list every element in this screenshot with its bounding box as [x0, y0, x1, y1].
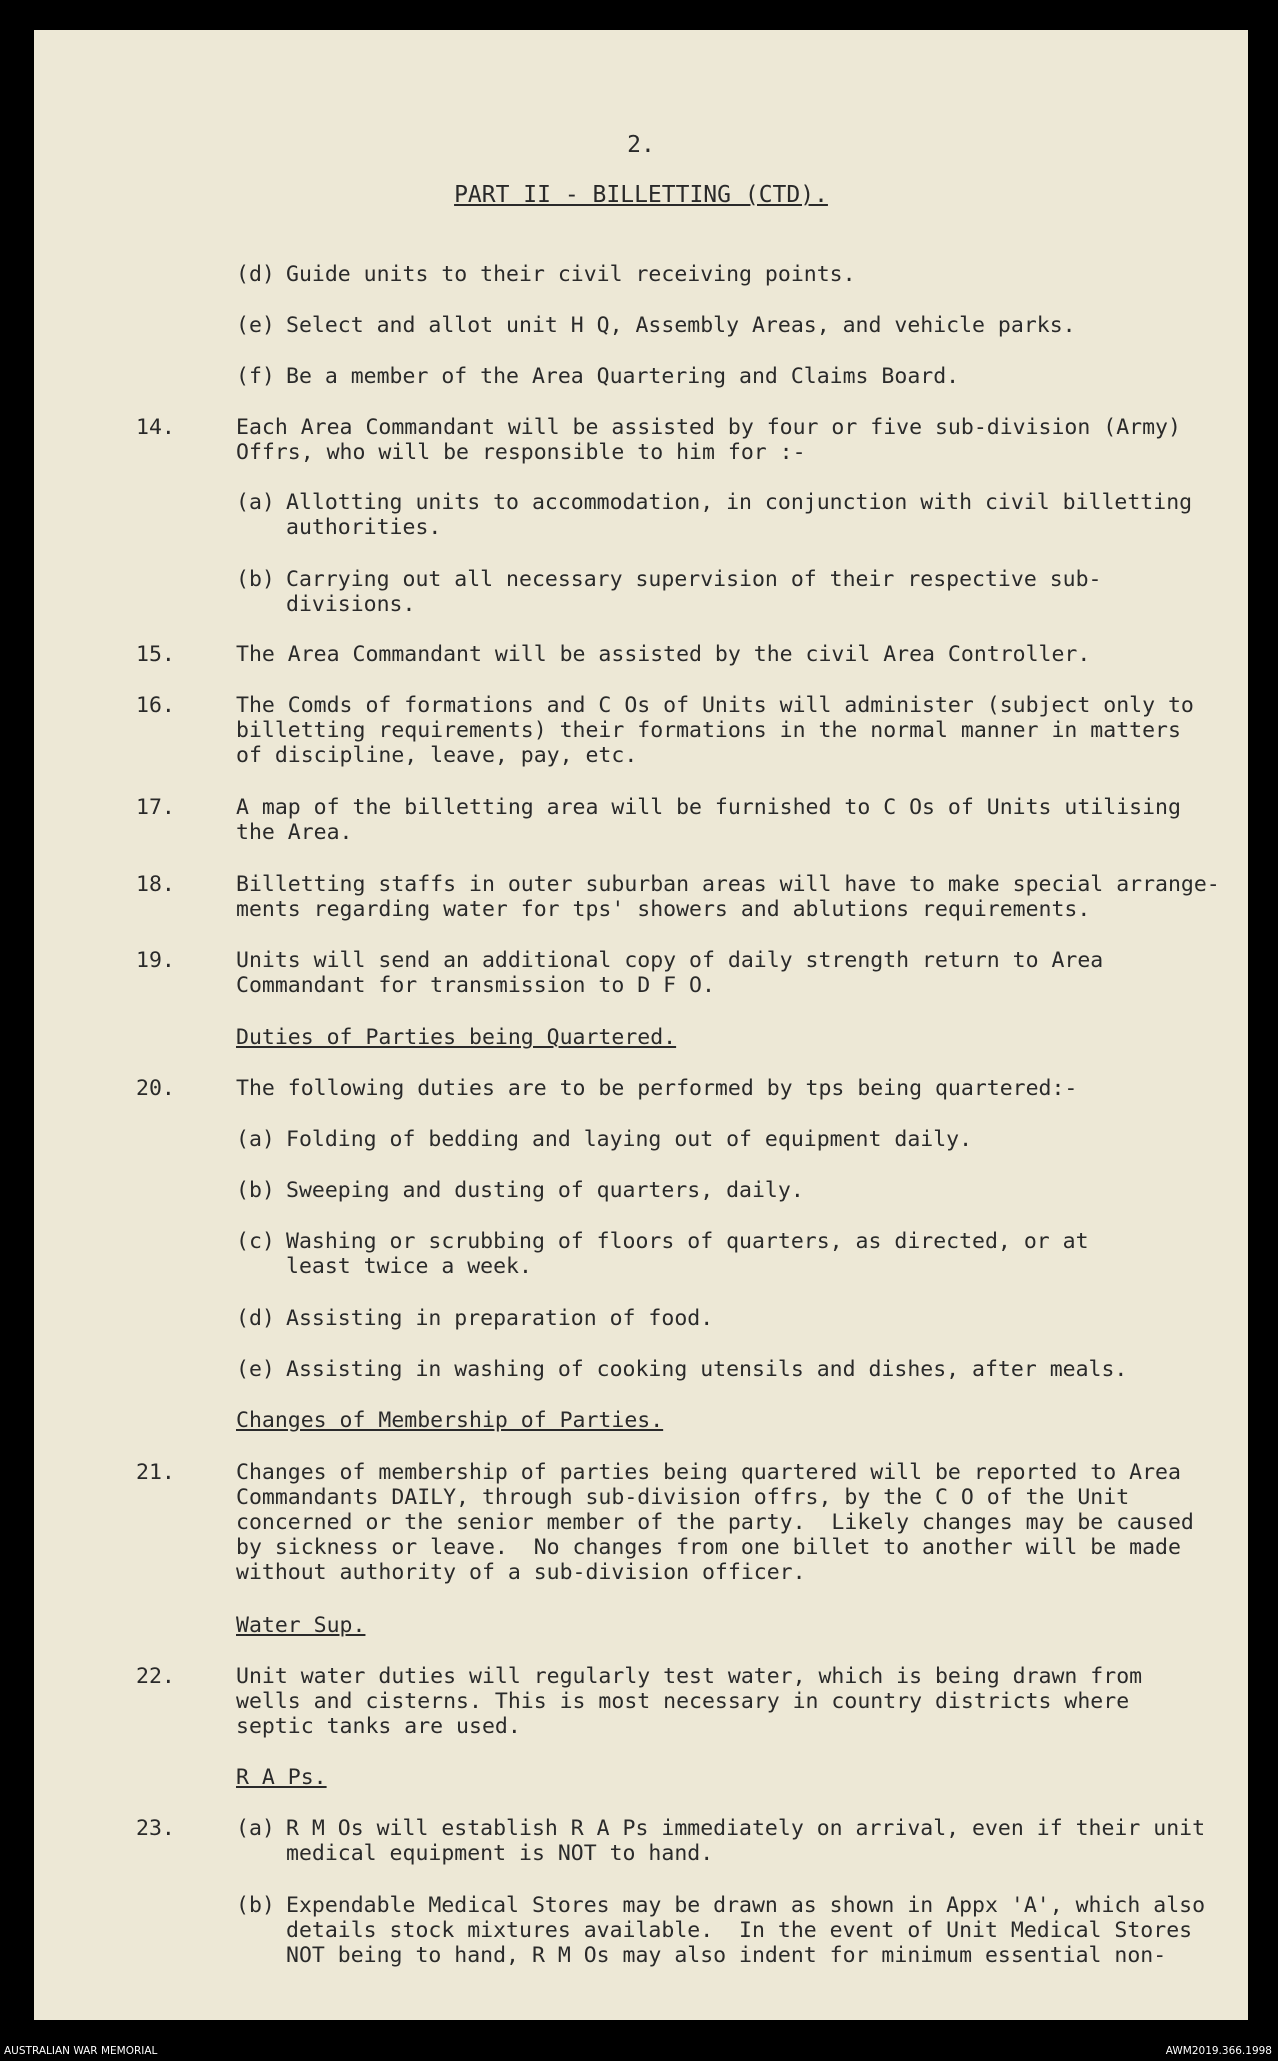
text-line: R M Os will establish R A Ps immediately on arrival, even if their unit [286, 1816, 1206, 1841]
footer-institution: AUSTRALIAN WAR MEMORIAL [4, 2045, 158, 2057]
text-line: NOT being to hand, R M Os may also indent for minimum essential non- [286, 1943, 1167, 1968]
text-line: Allotting units to accommodation, in conjunction with civil billetting [286, 490, 1193, 515]
text-line: details stock mixtures available. In the event of Unit Medical Stores [286, 1918, 1193, 1943]
sub-item-label: (b) [236, 1178, 275, 1203]
paragraph-number: 21. [136, 1460, 175, 1485]
text-line: Assisting in preparation of food. [286, 1306, 714, 1331]
sub-item-label: (c) [236, 1229, 275, 1254]
page-title: PART II - BILLETTING (CTD). [454, 182, 828, 208]
sub-item-label: (d) [236, 262, 275, 287]
sub-item-label: (d) [236, 1306, 275, 1331]
text-line: concerned or the senior member of the party. Likely changes may be caused [236, 1510, 1194, 1535]
text-line: Select and allot unit H Q, Assembly Areas, and vehicle parks. [286, 313, 1076, 338]
text-line: Expendable Medical Stores may be drawn as shown in Appx 'A', which also [286, 1893, 1206, 1918]
text-line: Be a member of the Area Quartering and Claims Board. [286, 364, 960, 389]
text-line: authorities. [286, 515, 442, 540]
sub-item-label: (f) [236, 364, 275, 389]
section-heading: Water Sup. [236, 1613, 366, 1638]
paragraph-number: 15. [136, 642, 175, 667]
text-line: Commandants DAILY, through sub-division offrs, by the C O of the Unit [236, 1485, 1130, 1510]
text-line: divisions. [286, 592, 416, 617]
sub-item-label: (a) [236, 490, 275, 515]
text-line: by sickness or leave. No changes from one billet to another will be made [236, 1535, 1181, 1560]
sub-item-label: (a) [236, 1816, 275, 1841]
paragraph-number: 14. [136, 415, 175, 440]
sub-item-label: (a) [236, 1127, 275, 1152]
page-number: 2. [627, 132, 655, 158]
text-line: Billetting staffs in outer suburban areas will have to make special arrange- [236, 872, 1220, 897]
text-line: billetting requirements) their formations in the normal manner in matters [236, 718, 1181, 743]
paragraph-number: 18. [136, 872, 175, 897]
text-line: Offrs, who will be responsible to him for :- [236, 440, 806, 465]
document-page [34, 30, 1248, 2020]
text-line: Changes of membership of parties being quartered will be reported to Area [236, 1460, 1181, 1485]
text-line: wells and cisterns. This is most necessary in country districts where [236, 1689, 1130, 1714]
paragraph-number: 22. [136, 1664, 175, 1689]
footer-accession-number: AWM2019.366.1998 [1165, 2045, 1272, 2057]
text-line: Unit water duties will regularly test water, which is being drawn from [236, 1664, 1143, 1689]
text-line: septic tanks are used. [236, 1714, 521, 1739]
text-line: The following duties are to be performed by tps being quartered:- [236, 1076, 1078, 1101]
paragraph-number: 16. [136, 693, 175, 718]
text-line: Units will send an additional copy of daily strength return to Area [236, 948, 1104, 973]
section-heading: R A Ps. [236, 1765, 327, 1790]
text-line: The Comds of formations and C Os of Units will administer (subject only to [236, 693, 1194, 718]
text-line: Folding of bedding and laying out of equipment daily. [286, 1127, 973, 1152]
text-line: Commandant for transmission to D F O. [236, 973, 715, 998]
sub-item-label: (e) [236, 1357, 275, 1382]
text-line: medical equipment is NOT to hand. [286, 1841, 714, 1866]
section-heading: Changes of Membership of Parties. [236, 1408, 664, 1433]
text-line: Sweeping and dusting of quarters, daily. [286, 1178, 804, 1203]
paragraph-number: 19. [136, 948, 175, 973]
paragraph-number: 17. [136, 795, 175, 820]
text-line: A map of the billetting area will be furnished to C Os of Units utilising [236, 795, 1181, 820]
text-line: Guide units to their civil receiving points. [286, 262, 856, 287]
sub-item-label: (b) [236, 567, 275, 592]
paragraph-number: 23. [136, 1816, 175, 1841]
text-line: least twice a week. [286, 1254, 532, 1279]
sub-item-label: (e) [236, 313, 275, 338]
text-line: of discipline, leave, pay, etc. [236, 743, 638, 768]
paragraph-number: 20. [136, 1076, 175, 1101]
text-line: Assisting in washing of cooking utensils and dishes, after meals. [286, 1357, 1128, 1382]
sub-item-label: (b) [236, 1893, 275, 1918]
text-line: The Area Commandant will be assisted by the civil Area Controller. [236, 642, 1091, 667]
text-line: Each Area Commandant will be assisted by four or five sub-division (Army) [236, 415, 1181, 440]
text-line: Washing or scrubbing of floors of quarters, as directed, or at [286, 1229, 1089, 1254]
text-line: the Area. [236, 820, 353, 845]
text-line: without authority of a sub-division officer. [236, 1560, 806, 1585]
section-heading: Duties of Parties being Quartered. [236, 1025, 677, 1050]
text-line: Carrying out all necessary supervision of their respective sub- [286, 567, 1102, 592]
text-line: ments regarding water for tps' showers and ablutions requirements. [236, 897, 1091, 922]
